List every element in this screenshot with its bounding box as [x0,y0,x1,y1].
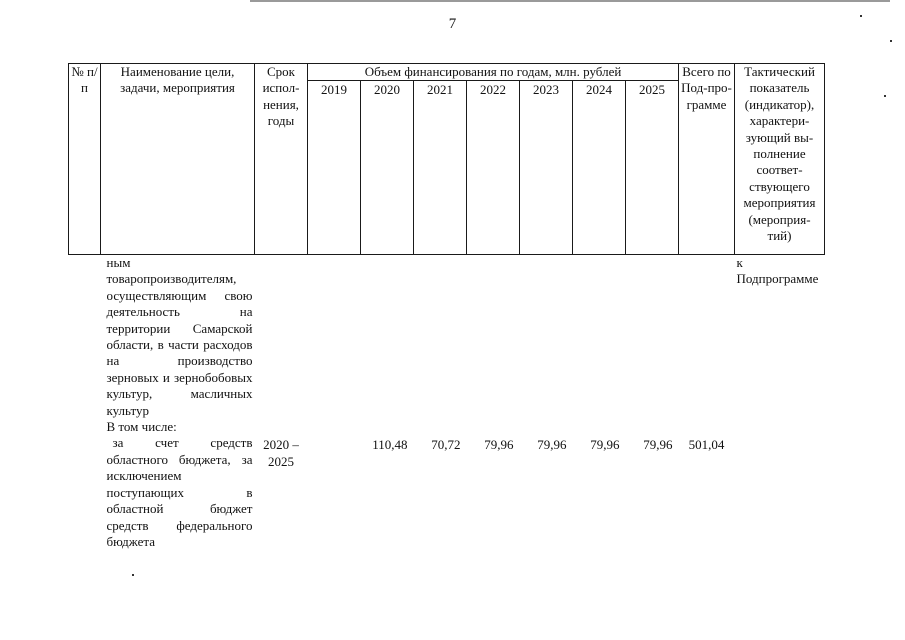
table-header-row [69,64,825,81]
row-total [679,255,735,420]
page-number: 7 [448,16,457,32]
header-total: Всего по Под-про-грамме [679,64,735,255]
header-year: 2023 [520,81,573,255]
row-value [308,255,361,420]
header-year: 2022 [467,81,520,255]
header-indicator: Тактический показатель (индикатор), характери-зующий вы-полнение соответ-ствующего мероприятия (мероприя-тий) [735,64,825,255]
row-value [361,255,414,420]
table-row [69,419,825,435]
header-year: 2020 [361,81,414,255]
table-row [69,255,825,420]
row-name: В том числе: [106,419,177,435]
row-value [573,255,626,420]
row-value-2022: 79,96 [484,437,514,453]
row-value-2020: 110,48 [372,437,408,453]
row-number [69,419,101,435]
header-year: 2021 [414,81,467,255]
row-indicator [735,435,825,550]
row-value-2019 [308,435,361,550]
row-value [626,255,679,420]
row-value-2023: 79,96 [537,437,567,453]
row-empty-cells [255,419,825,435]
header-term: Срок испол-нения, годы [255,64,308,255]
header-funding: Объем финансирования по годам, млн. рублей [308,64,679,81]
top-edge-rule [250,0,890,2]
row-value-2021: 70,72 [431,437,461,453]
row-name: за счет средств областного бюджета, за исключением поступающих в областной бюджет средств федерального бюджета [106,435,253,549]
row-total: 501,04 [688,437,725,453]
row-value [520,255,573,420]
row-indicator: к Подпрограмме [736,255,819,287]
row-number [69,255,101,420]
scan-speck [884,95,886,97]
row-value [414,255,467,420]
header-number: № п/п [69,64,101,255]
funding-table [68,63,825,550]
row-value-2024: 79,96 [590,437,620,453]
scan-speck [890,40,892,42]
row-term: 2020 – 2025 [263,437,299,469]
row-term [255,255,308,420]
scan-speck [132,574,134,576]
header-year: 2024 [573,81,626,255]
header-year: 2025 [626,81,679,255]
row-value [467,255,520,420]
row-value-2025: 79,96 [643,437,673,453]
header-name: Наименование цели, задачи, мероприятия [101,64,255,255]
header-year: 2019 [308,81,361,255]
table-row [69,435,825,550]
row-name: ным товаропроизводителям, осуществляющим свою деятельность на территории Самарской области, в части расходов на производство зерновых и зернобобовых культур, масличных культур [106,255,253,418]
row-number [69,435,101,550]
